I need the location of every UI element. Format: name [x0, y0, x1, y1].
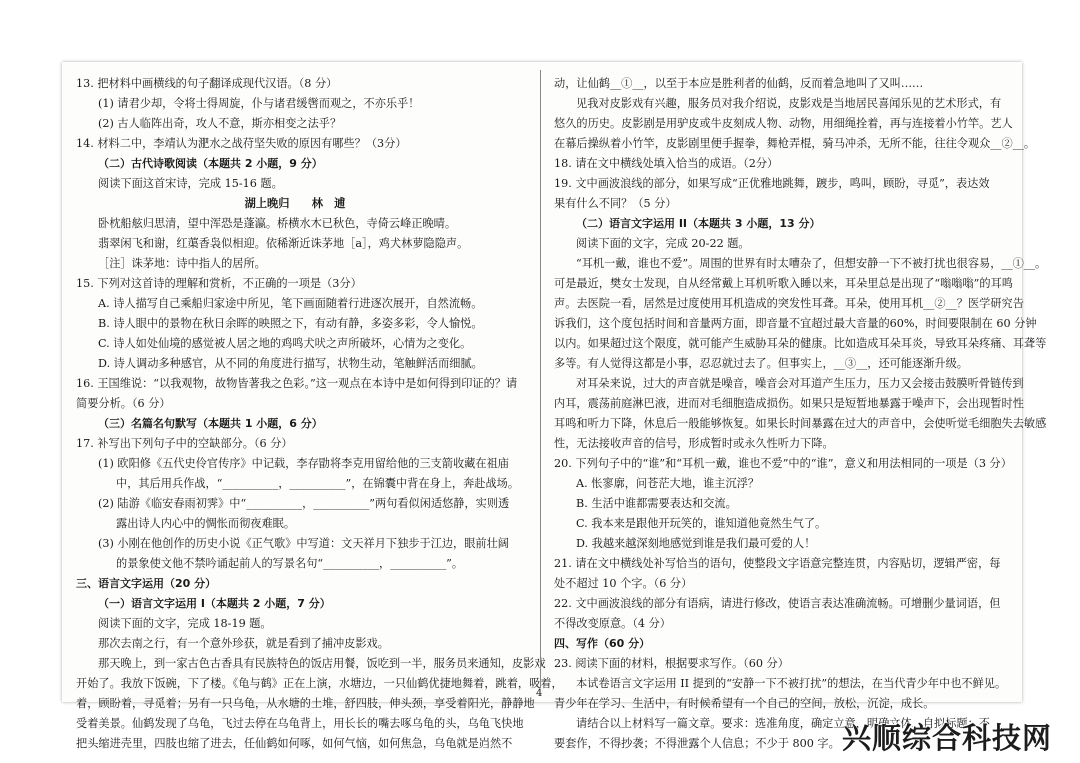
- left-text-line: C. 诗人如处仙境的感觉被人居之地的鸡鸣犬吠之声所破坏，心情为之变化。: [98, 337, 472, 350]
- left-text-line: （三）名篇名句默写（本题共 1 小题，6 分）: [98, 417, 323, 430]
- left-text-line: (2) 陆游《临安春雨初霁》中“__________，__________”两句看似闲适悠静，实则透: [98, 497, 510, 510]
- right-text-line: 果有什么不同？（5 分）: [554, 197, 677, 210]
- left-text-line: D. 诗人调动多种感官，从不同的角度进行描写，状物生动，笔触鲜活而细腻。: [98, 357, 483, 370]
- right-text-line: 可是最近，樊女士发现，自从经常戴上耳机听歌入睡以来，耳朵里总是出现了“嗡嗡嗡”的耳鸣: [554, 277, 1013, 290]
- right-text-line: 21. 请在文中横线处补写恰当的语句，使整段文字语意完整连贯，内容贴切，逻辑严密，每: [554, 557, 1001, 570]
- right-text-line: 在幕后操纵着小竹竿，皮影剧里便手握拳，舞枪弄棍，骑马冲杀，无所不能，往往令观众__②__。: [554, 137, 1036, 150]
- right-text-line: 以内。如果超过这个限度，就可能产生威胁耳朵的健康。比如造成耳朵耳炎，导致耳朵疼痛、耳聋等: [554, 337, 1047, 350]
- right-text-line: 诉我们，这个度包括时间和音量两方面，即音量不宜超过最大音量的60%，时间要限制在 60 分钟: [554, 317, 1037, 330]
- left-text-line: (1) 欧阳修《五代史伶官传序》中记载，李存勖将李克用留给他的三支箭收藏在祖庙: [98, 457, 509, 470]
- left-text-line: 13. 把材料中画横线的句子翻译成现代汉语。（8 分）: [76, 77, 338, 90]
- left-text-line: 简要分析。（6 分）: [76, 397, 171, 410]
- right-text-line: 性，无法接收声音的信号，形成暂时或永久性听力下降。: [554, 437, 834, 450]
- left-text-line: B. 诗人眼中的景物在秋日余晖的映照之下，有动有静，多姿多彩，令人愉悦。: [98, 317, 483, 330]
- right-text-line: 要套作，不得抄袭；不得泄露个人信息；不少于 800 字。: [554, 737, 840, 750]
- right-text-line: “耳机一戴，谁也不爱”。周围的世界有时太嘈杂了，但想安静一下不被打扰也很容易，__①__。: [576, 257, 1047, 270]
- right-text-line: 多等。有人觉得这都是小事，忍忍就过去了。但事实上，__③__，还可能逐渐升级。: [554, 357, 968, 370]
- right-text-line: 见我对皮影戏有兴趣，服务员对我介绍说，皮影戏是当地居民喜闻乐见的艺术形式，有: [576, 97, 1002, 110]
- left-text-line: 那次去南之行，有一个意外珍获，就是看到了捕冲皮影戏。: [98, 637, 389, 650]
- left-text-line: ［注］诛茅地：诗中指人的居所。: [98, 257, 266, 270]
- left-text-line: (2) 古人临阵出奇，攻人不意，斯亦相变之法乎？: [98, 117, 342, 130]
- right-text-line: 内耳，震荡前庭淋巴液，进而对毛细胞造成损伤。如果只是短暂地暴露于噪声下，会出现暂时性: [554, 397, 1024, 410]
- left-text-line: 15. 下列对这首诗的理解和赏析，不正确的一项是（3分）: [76, 277, 362, 290]
- right-text-line: 本试卷语言文字运用 II 提到的“安静一下不被打扰”的想法，在当代青少年中也不鲜见。: [576, 677, 1007, 690]
- left-text-line: 16. 王国维说：“以我观物，故物皆著我之色彩。”这一观点在本诗中是如何得到印证的？请: [76, 377, 518, 390]
- right-text-line: C. 我本来是跟他开玩笑的，谁知道他竟然生气了。: [576, 517, 827, 530]
- left-text-line: 开始了。我放下饭碗，下了楼。《龟与鹤》正在上演，水塘边，一只仙鹤优捷地舞着，跳着，吸着，: [76, 677, 563, 690]
- right-text-line: 不得改变原意。（4 分）: [554, 617, 671, 630]
- right-text-line: 四、写作（60 分）: [554, 637, 651, 650]
- left-text-line: 阅读下面的文字，完成 18-19 题。: [98, 617, 272, 630]
- left-text-line: 三、语言文字运用（20 分）: [76, 577, 217, 590]
- right-text-line: 青少年在学习、生活中，有时候希望有一个自己的空间，放松，沉淀，成长。: [554, 697, 935, 710]
- right-text-line: 20. 下列句子中的“谁”和“耳机一戴，谁也不爱”中的“谁”，意义和用法相同的一项是（3 分）: [554, 457, 1012, 470]
- right-text-line: 动，让仙鹤__①__，以至于本应是胜利者的仙鹤，反而着急地叫了又叫……: [554, 77, 924, 90]
- left-text-line: 露出诗人内心中的惆怅而彻夜难眠。: [116, 517, 296, 530]
- right-text-line: （二）语言文字运用 II（本题共 3 小题，13 分）: [576, 217, 821, 230]
- left-text-line: 着，顾盼着，寻觅着；另有一只乌龟，从水塘的土堆，舒四肢，伸头颈，享受着阳光，静静地: [76, 697, 535, 710]
- right-text-line: A. 怅寥廓，问苍茫大地，谁主沉浮？: [576, 477, 760, 490]
- right-text-line: 23. 阅读下面的材料，根据要求写作。（60 分）: [554, 657, 789, 670]
- right-text-line: B. 生活中谁都需要表达和交流。: [576, 497, 737, 510]
- right-text-line: D. 我越来越深刻地感觉到谁是我们最可爱的人！: [576, 537, 816, 550]
- left-text-line: 阅读下面这首宋诗，完成 15-16 题。: [98, 177, 283, 190]
- left-text-line: 受着美景。仙鹤发现了乌龟，飞过去停在乌龟背上，用长长的嘴去啄乌龟的头，乌龟飞快地: [76, 717, 524, 730]
- left-text-line: (3) 小刚在他创作的历史小说《正气歌》中写道：文天祥月下独步于江边，眼前壮阔: [98, 537, 509, 550]
- right-text-line: 请结合以上材料写一篇文章。要求：选准角度，确定立意，明确文体，自拟标题；不: [576, 717, 990, 730]
- right-text-line: 耳鸣和听力下降，休息后一般能够恢复。如果长时间暴露在过大的声音中，会使听觉毛细胞失去敏感: [554, 417, 1047, 430]
- left-text-line: （一）语言文字运用 I（本题共 2 小题，7 分）: [98, 597, 331, 610]
- left-text-line: 翡翠闲飞和谢，红蕖香袅似相迎。依稀渐近诛茅地［a］，鸡犬林萝隐隐声。: [98, 237, 469, 250]
- left-text-line: A. 诗人描写自己乘船归家途中所见，笔下画面随着行进逐次展开，自然流畅。: [98, 297, 483, 310]
- right-text-line: 18. 请在文中横线处填入恰当的成语。（2分）: [554, 157, 779, 170]
- right-text-line: 22. 文中画波浪线的部分有语病，请进行修改，使语言表达准确流畅。可增删少量词语，但: [554, 597, 1001, 610]
- right-text-line: 阅读下面的文字，完成 20-22 题。: [576, 237, 750, 250]
- right-text-line: 对耳朵来说，过大的声音就是噪音，噪音会对耳道产生压力，压力又会接击鼓膜听骨链传到: [576, 377, 1024, 390]
- right-column: [554, 74, 1047, 754]
- left-text-line: 把头缩进壳里，四肢也缩了进去，任仙鹤如何啄，如何气恼，如何焦急，乌龟就是岿然不: [76, 737, 513, 750]
- right-text-line: 悠久的历史。皮影剧是用驴皮或牛皮刻成人物、动物，用细绳拴着，再与连接着小竹竿。艺人: [554, 117, 1013, 130]
- right-text-line: 19. 文中画波浪线的部分，如果写成“正优雅地跳舞，踱步，鸣叫，顾盼，寻觅”，表达效: [554, 177, 990, 190]
- left-text-line: 湖上晚归 林 逋: [244, 197, 346, 210]
- left-text-line: 那天晚上，到一家古色古香具有民族特色的饭店用餐，饭吃到一半，服务员来通知，皮影戏: [98, 657, 546, 670]
- left-text-line: 的景象使文他不禁吟诵起前人的写景名句“__________，__________”。: [116, 557, 464, 570]
- page-number: 4: [536, 688, 543, 699]
- column-divider: [540, 70, 541, 688]
- left-text-line: 卧枕船舷归思清，望中浑恐是蓬瀛。桥横水木已秋色，寺倚云峰正晚晴。: [98, 217, 457, 230]
- left-text-line: 17. 补写出下列句子中的空缺部分。（6 分）: [76, 437, 293, 450]
- left-text-line: 中，其后用兵作战，“__________，__________”，在锦囊中背在身上，奔赴战场。: [116, 477, 520, 490]
- left-text-line: (1) 请君少却，令将士得周旋，仆与诸君缓辔而观之，不亦乐乎！: [98, 97, 420, 110]
- left-text-line: （二）古代诗歌阅读（本题共 2 小题，9 分）: [98, 157, 323, 170]
- right-text-line: 声。去医院一看，居然是过度使用耳机造成的突发性耳聋。耳朵，使用耳机__②__？医学研究告: [554, 297, 1024, 310]
- watermark-logo: 兴顺综合科技网: [842, 721, 1053, 755]
- left-column: [76, 74, 563, 754]
- left-text-line: 14. 材料二中，李靖认为淝水之战苻坚失败的原因有哪些？（3分）: [76, 137, 407, 150]
- right-text-line: 处不超过 10 个字。（6 分）: [554, 577, 693, 590]
